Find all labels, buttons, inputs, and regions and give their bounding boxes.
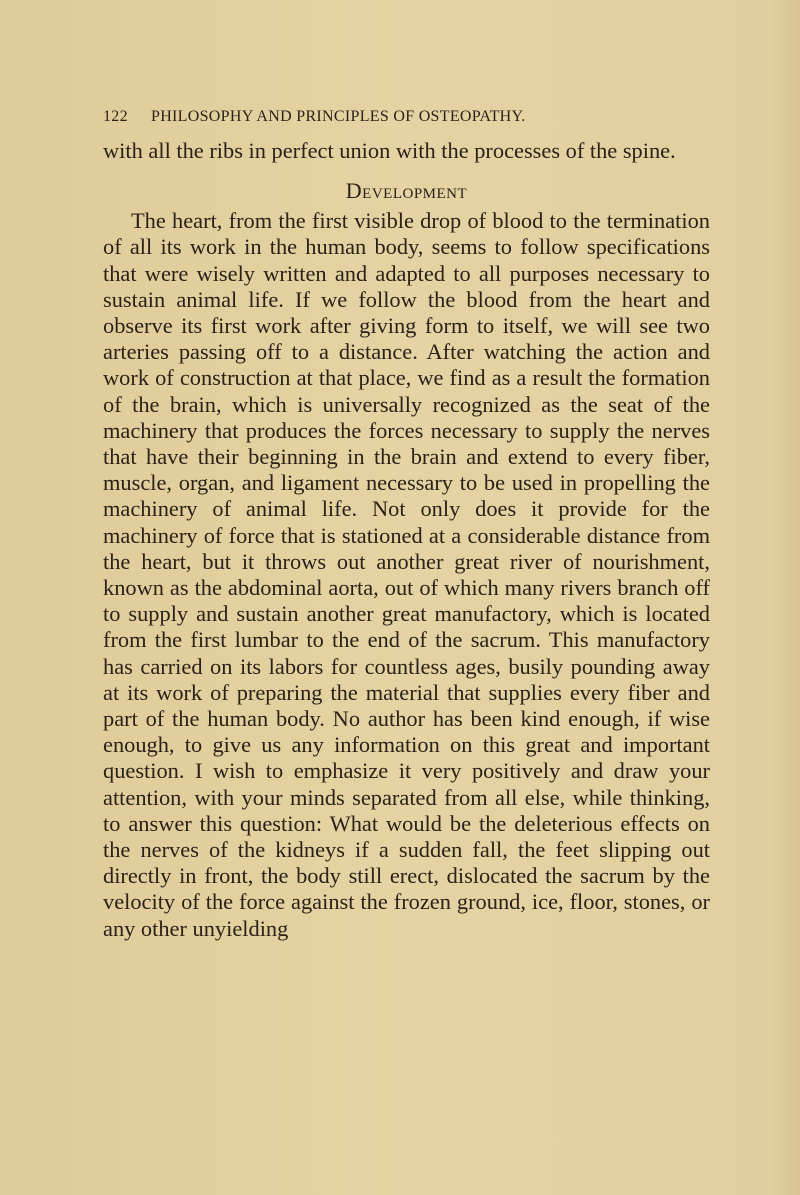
running-head xyxy=(103,108,710,138)
page-number: 122 xyxy=(103,108,128,125)
continuation-paragraph: with all the ribs in perfect union with the processes of the spine. xyxy=(103,138,676,163)
book-page xyxy=(103,108,710,942)
section-heading: Development xyxy=(345,178,468,204)
running-head-title: PHILOSOPHY AND PRINCIPLES OF OSTEOPATHY. xyxy=(151,108,526,125)
body-paragraph: The heart, from the first visible drop of blood to the termination of all its work in the human body, seems to follow specifications that were wisely written and adapted to all purposes necessary to sustain animal life. If we follow the blood from the heart and observe its first work after giving form to itself, we will see two arteries passing off to a distance. After watching the action and work of construction at that place, we find as a result the formation of the brain, which is universally recognized as the seat of the machinery that produces the forces necessary to supply the nerves that have their beginning in the brain and extend to every fiber, muscle, organ, and ligament necessary to be used in propelling the machinery of animal life. Not only does it provide for the machinery of force that is stationed at a considerable distance from the heart, but it throws out another great river of nourishment, known as the abdominal aorta, out of which many rivers branch off to supply and sustain another great manufactory, which is located from the first lumbar to the end of the sacrum. This manufactory has carried on its labors for countless ages, busily pounding away at its work of preparing the material that supplies every fiber and part of the human body. No author has been kind enough, if wise enough, to give us any information on this great and important question. I wish to emphasize it very positively and draw your attention, with your minds separated from all else, while thinking, to answer this question: What would be the deleterious effects on the nerves of the kidneys if a sudden fall, the feet slipping out directly in front, the body still erect, dislocated the sacrum by the velocity of the force against the frozen ground, ice, floor, stones, or any other unyielding xyxy=(103,208,710,941)
